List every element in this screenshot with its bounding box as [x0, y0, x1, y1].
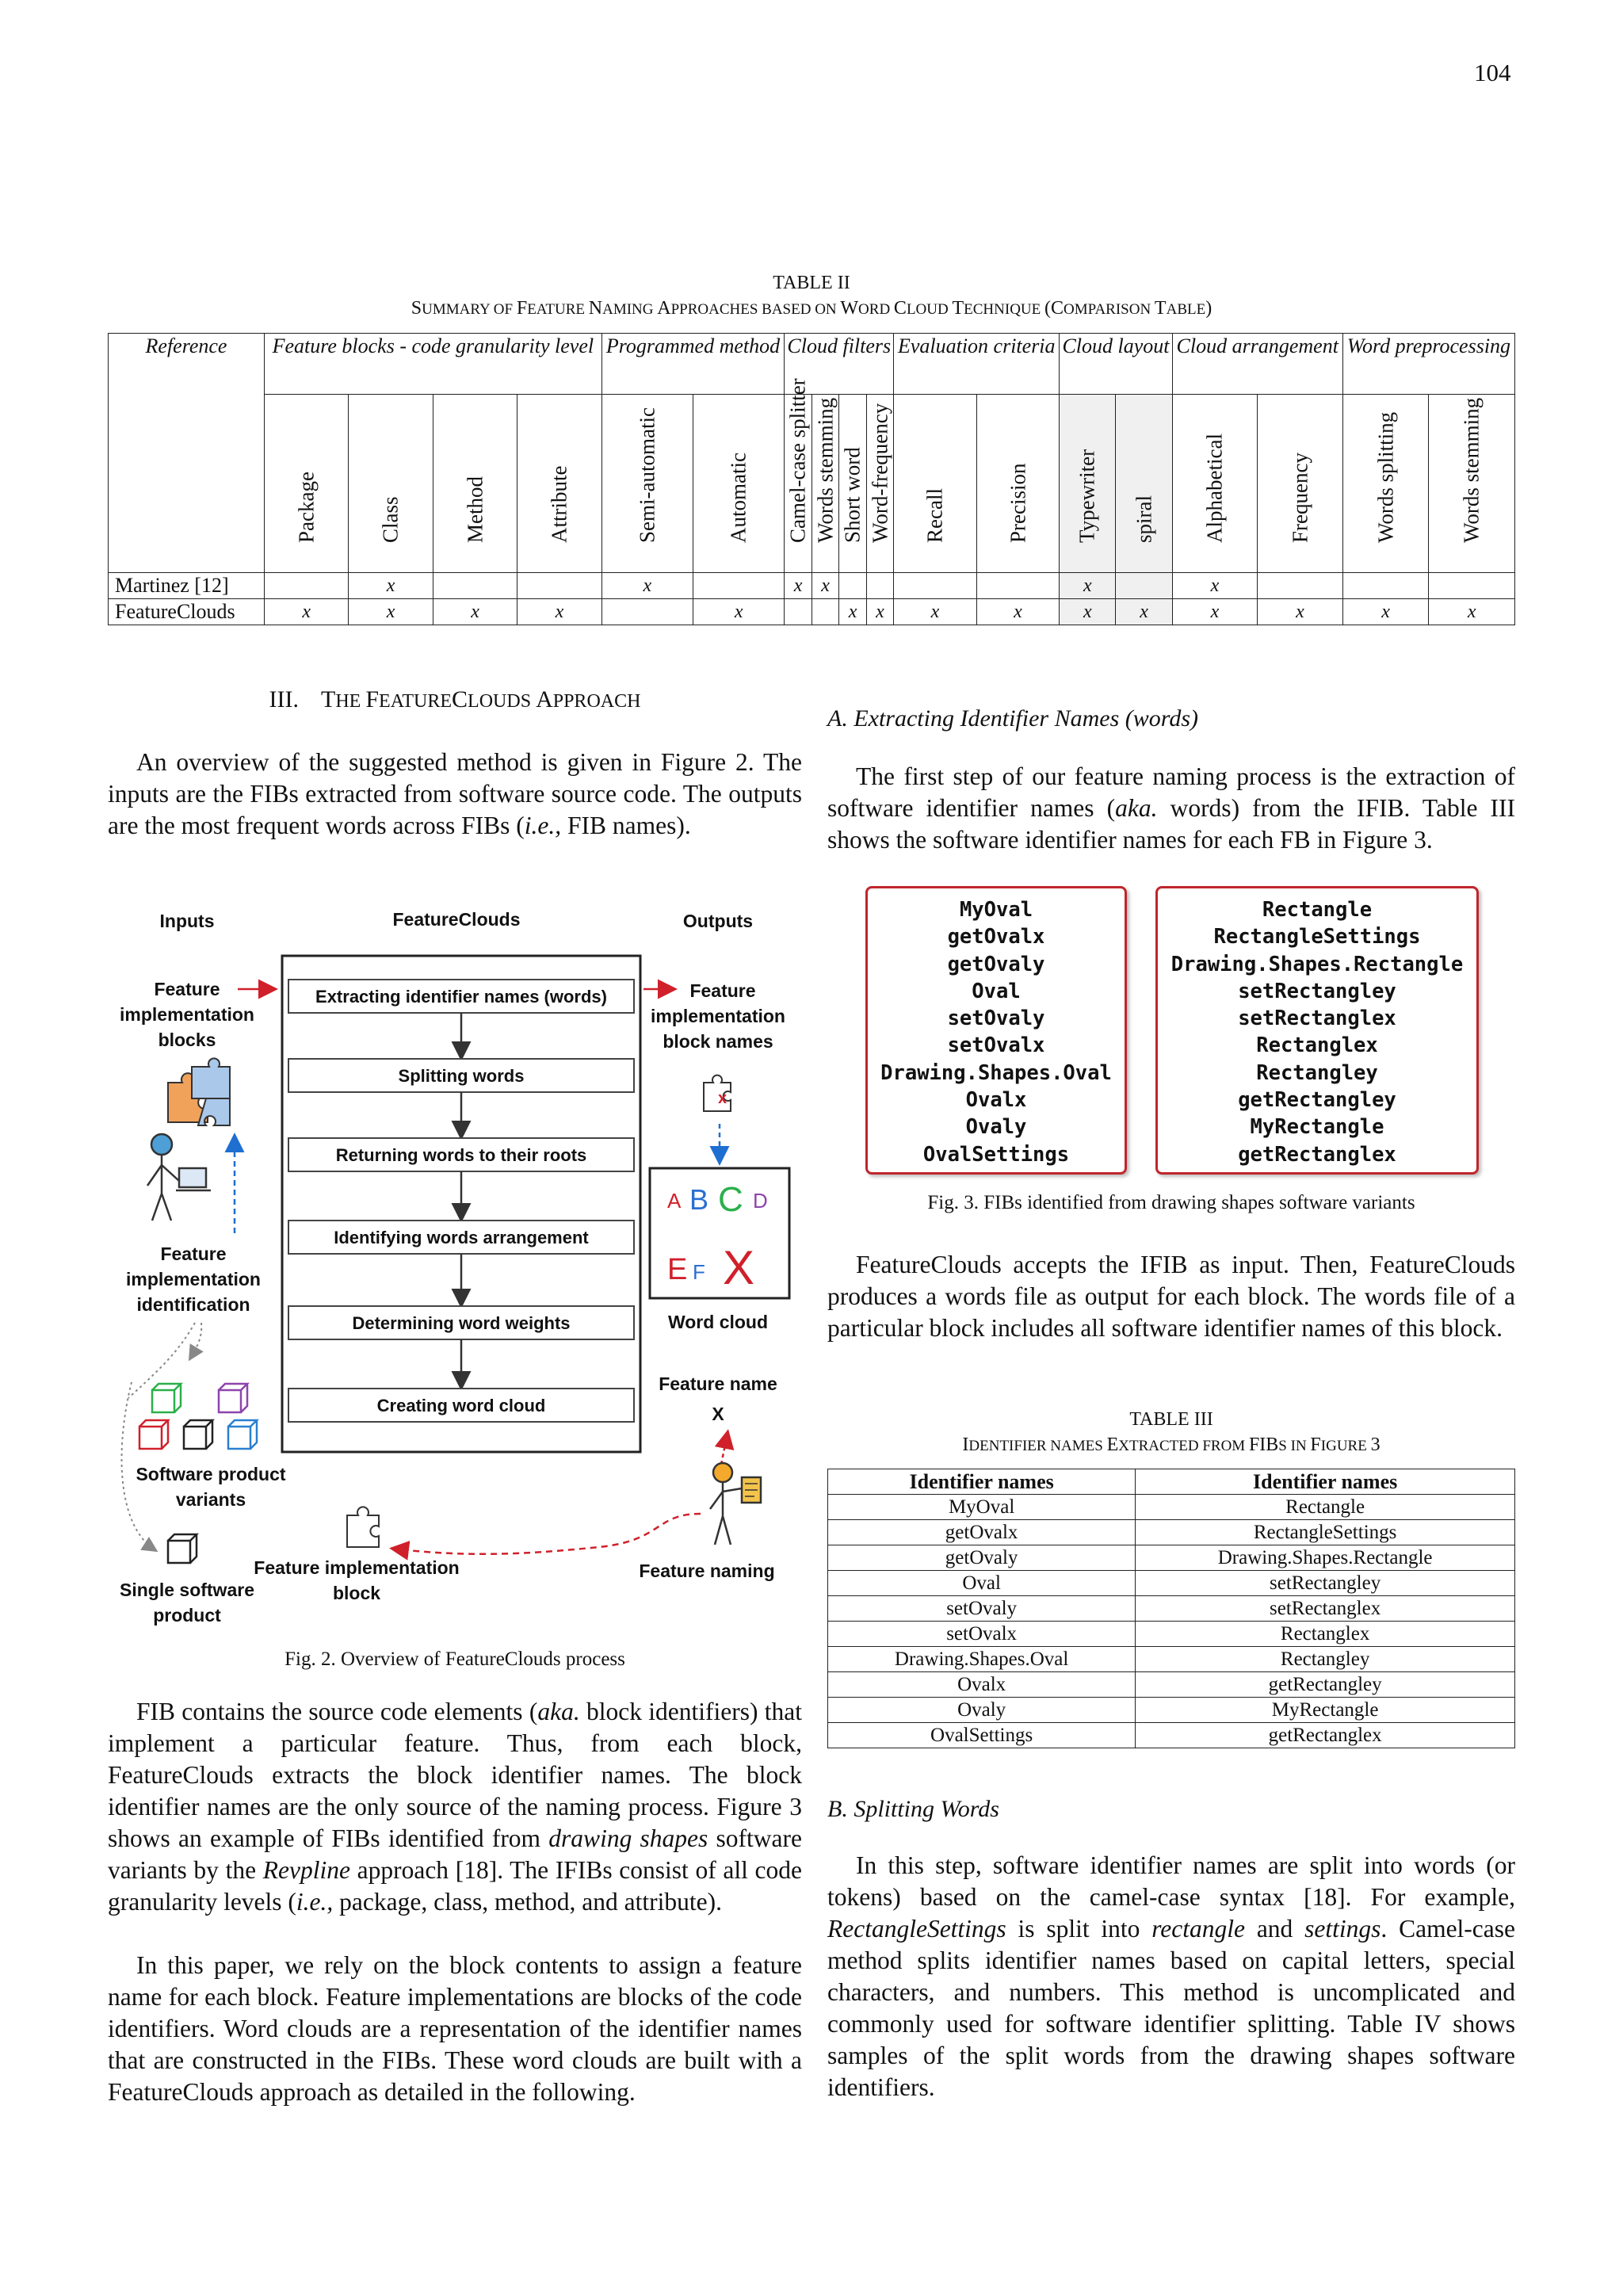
identifier-name: Rectangle [1262, 898, 1373, 922]
pb-a: In this step, software identifier names are split into words (or tokens) based on the camel-case syntax [18]. For example, [827, 1851, 1515, 1911]
identifier-name: Drawing.Shapes.Oval [880, 1060, 1112, 1085]
pa-a: The first step of our feature naming process is the extraction of software identifier names ( [827, 762, 1515, 822]
table3-cell: OvalSettings [828, 1723, 1136, 1748]
identifier-name: getRectangley [1238, 1088, 1396, 1113]
table2-cell: x [1172, 573, 1258, 599]
table2-title [108, 298, 1515, 319]
table-row [828, 1647, 1515, 1672]
identifier-names-table [827, 1469, 1515, 1748]
table2-cell: x [1172, 599, 1258, 625]
cloud-letter-x: X [723, 1241, 755, 1294]
table2-group-header: Cloud arrangement [1172, 334, 1342, 395]
table2-cell: x [812, 573, 838, 599]
table2-row-reference: FeatureClouds [109, 599, 265, 625]
table2-column-label: Short word [840, 447, 865, 543]
cloud-letter-a: A [667, 1189, 682, 1213]
fig2-spv-line1: Software product [136, 1464, 286, 1484]
p1-end: FIB names). [561, 812, 691, 839]
table2-cell [785, 599, 812, 625]
table2-column-header [866, 395, 893, 573]
identifier-name: getRectanglex [1238, 1142, 1396, 1167]
table2-cell [1116, 573, 1172, 599]
fig2-fib-bottom-line2: block [332, 1583, 381, 1603]
heading-fragment: A [536, 686, 553, 712]
table3-header-left: Identifier names [828, 1469, 1136, 1495]
process-step-label: Splitting words [398, 1066, 525, 1086]
table2-column-header [517, 395, 601, 573]
fig2-fib-line3: blocks [158, 1030, 216, 1050]
heading-fragment: EATURE [379, 691, 453, 712]
table-row [828, 1495, 1515, 1520]
smallcaps-fragment: ) [1205, 298, 1212, 319]
table-row [828, 1596, 1515, 1622]
fig2-fib-line2: implementation [120, 1004, 254, 1025]
identifier-name: setOvaly [947, 1007, 1045, 1031]
table2-column-label: Words splitting [1373, 411, 1398, 543]
identifier-name: OvalSettings [922, 1142, 1070, 1167]
table2-cell: x [1060, 573, 1116, 599]
table3-cell: setRectanglex [1136, 1596, 1515, 1622]
table2-cell: x [1116, 599, 1172, 625]
cloud-letter-b: B [689, 1183, 709, 1216]
fig2-out-line2: implementation [651, 1006, 785, 1026]
table3-cell: setOvalx [828, 1622, 1136, 1647]
smallcaps-fragment: C [893, 298, 907, 319]
pa-b: words) from the IFIB. Table III shows the software identifier names for each FB in Figure 3. [827, 794, 1515, 854]
table2-column-label: Camel-case splitter [785, 378, 810, 543]
smallcaps-fragment: I [962, 1435, 969, 1455]
p3-text: In this paper, we rely on the block contents to assign a feature name for each block. Feature implementations are blocks of the code identifiers. Word clouds are a representation of the identifier names that are constructed in the FIBs. These word clouds are built with a FeatureClouds approach as detailed in the following. [108, 1951, 802, 2106]
table3-cell: RectangleSettings [1136, 1520, 1515, 1545]
p2-d: approach [18]. The IFIBs consist of all code granularity levels ( [108, 1856, 802, 1916]
smallcaps-fragment: XTRACTED FROM [1118, 1438, 1249, 1454]
table2-cell: x [894, 599, 977, 625]
section-3-number: III. [269, 686, 300, 712]
table2-column-label: Word-frequency [868, 403, 892, 543]
smallcaps-fragment: N [588, 298, 603, 319]
person-laptop-icon [147, 1134, 211, 1221]
table3-label [827, 1409, 1515, 1431]
identifier-name: MyRectangle [1250, 1115, 1384, 1140]
process-step-label: Returning words to their roots [335, 1145, 587, 1165]
p2-rev: Revpline [262, 1856, 350, 1884]
table2-column-header [976, 395, 1060, 573]
fig2-ssp-line2: product [153, 1605, 221, 1626]
fig2-fii-line3: identification [136, 1294, 250, 1315]
sectionB-paragraph [827, 1850, 1515, 2103]
pb-and: and [1245, 1915, 1305, 1943]
table3-cell: setOvaly [828, 1596, 1136, 1622]
table3-header-right: Identifier names [1136, 1469, 1515, 1495]
p1-text: An overview of the suggested method is given in Figure 2. The inputs are the FIBs extracted from software source code. The outputs are the most frequent words across FIBs ( [108, 748, 802, 839]
cloud-letter-c: C [718, 1180, 743, 1219]
p2-a: FIB contains the source code elements ( [136, 1698, 538, 1725]
table2-column-header [1429, 395, 1515, 573]
table2-group-header: Programmed method [601, 334, 785, 395]
fig2-ssp-line1: Single software [120, 1580, 254, 1600]
table3-cell: Rectanglex [1136, 1622, 1515, 1647]
pb-c: . Camel-case method splits identifier names based on capital letters, special characters, and numbers. This method is uncomplicated and commonly used for software identifier splitting. Table IV shows samples of the split words from the drawing shapes software identifiers. [827, 1915, 1515, 2101]
identifier-name: getOvalx [947, 925, 1045, 949]
table2-cell: x [601, 573, 693, 599]
table-row [828, 1723, 1515, 1748]
table3-cell: getRectanglex [1136, 1723, 1515, 1748]
page-number: 104 [1474, 59, 1511, 86]
table2-cell: x [349, 599, 433, 625]
smallcaps-fragment: T [952, 298, 964, 319]
identifier-name: Ovalx [965, 1088, 1027, 1113]
table2-column-header [433, 395, 517, 573]
smallcaps-fragment: DENTIFIER NAMES [968, 1438, 1107, 1454]
table2-group-header: Cloud filters [785, 334, 894, 395]
table2-column-header [1258, 395, 1343, 573]
table2-column-header [693, 395, 784, 573]
identifier-name: Oval [972, 979, 1021, 1003]
table2-cell [693, 573, 784, 599]
smallcaps-fragment: S IN [1278, 1438, 1311, 1454]
section-heading-3 [108, 686, 802, 713]
smallcaps-fragment: T [1154, 298, 1167, 319]
comparison-table [108, 333, 1515, 625]
table2-cell [433, 573, 517, 599]
table2-column-label: Words stemming [813, 397, 838, 543]
table2-column-header [785, 378, 812, 573]
cloud-letter-f: F [693, 1260, 705, 1284]
person-naming-icon [710, 1463, 761, 1545]
cloud-letter-d: D [753, 1189, 768, 1213]
table2-column-label: Precision [1006, 463, 1029, 543]
table-row [828, 1622, 1515, 1647]
table2-cell: x [1429, 599, 1515, 625]
fig2-inputs-label: Inputs [159, 911, 215, 931]
figure-3-caption: Fig. 3. FIBs identified from drawing shapes software variants [927, 1192, 1415, 1213]
figure-2-caption: Fig. 2. Overview of FeatureClouds process [285, 1648, 625, 1670]
table2-column-label: spiral [1132, 495, 1156, 543]
fig2-feature-naming-label: Feature naming [639, 1561, 775, 1581]
table2-cell [601, 599, 693, 625]
table2-column-label: Words stemming [1459, 397, 1484, 543]
table2-group-header: Cloud layout [1060, 334, 1172, 395]
p2-c: software variants by the [108, 1824, 802, 1884]
section-heading-b: B. Splitting Words [827, 1796, 999, 1822]
sectionA-paragraph [827, 761, 1515, 856]
smallcaps-fragment: ABLE [1166, 301, 1206, 318]
table2-cell [866, 573, 893, 599]
fib-box-rectangle [1155, 886, 1479, 1175]
table2-column-header [894, 395, 977, 573]
table2-cell: x [1342, 599, 1429, 625]
smallcaps-fragment: W [840, 298, 859, 319]
process-step-label: Determining word weights [352, 1313, 571, 1333]
p2-ie: i.e., [296, 1888, 334, 1916]
smallcaps-fragment: F [516, 298, 528, 319]
table-row [828, 1698, 1515, 1723]
table2-column-label: Package [294, 472, 319, 543]
figure-2-svg [108, 891, 802, 1644]
heading-fragment: LOUDS [468, 691, 537, 712]
smallcaps-fragment: PPROACHES BASED ON [670, 301, 841, 318]
table-row [828, 1672, 1515, 1698]
table3-cell: getRectangley [1136, 1672, 1515, 1698]
svg-text:x: x [718, 1090, 727, 1107]
fig2-fib-line1: Feature [154, 979, 220, 999]
table2-cell [1258, 573, 1343, 599]
table3-cell: Ovalx [828, 1672, 1136, 1698]
table2-cell: x [866, 599, 893, 625]
puzzle-piece-bottom-icon [347, 1507, 379, 1547]
table3-title [827, 1435, 1515, 1456]
table2-label-text: TABLE II [773, 273, 850, 293]
table2-column-header [1342, 395, 1429, 573]
fc-text: FeatureClouds accepts the IFIB as input. Then, FeatureClouds produces a words file as output for each block. The words file of a particular block includes all software identifier names of this block. [827, 1251, 1515, 1342]
section3-paragraph-1 [108, 747, 802, 842]
puzzle-piece-small-icon [704, 1075, 731, 1111]
table2-cell: x [1258, 599, 1343, 625]
table2-cell [976, 573, 1060, 599]
table2-cell: x [1060, 599, 1116, 625]
table2-column-label: Alphabetical [1202, 434, 1227, 543]
identifier-name: RectangleSettings [1213, 925, 1421, 949]
fig2-feature-name-label: Feature name [659, 1373, 777, 1394]
smallcaps-fragment: LOUD [906, 301, 953, 318]
table2-reference-header: Reference [109, 334, 265, 573]
p2-b: block identifiers) that implement a particular feature. Thus, from each block, FeatureClouds extracts the block identifier names. The block identifier names are the only source of the naming process. Figure 3 shows an example of FIBs identified from [108, 1698, 802, 1852]
pb-set: settings [1304, 1915, 1381, 1943]
identifier-name: MyOval [959, 898, 1033, 922]
table2-column-label: Frequency [1288, 453, 1312, 543]
table3-cell: Drawing.Shapes.Rectangle [1136, 1545, 1515, 1571]
figure-2-diagram [108, 891, 802, 1644]
smallcaps-fragment: (C [1044, 298, 1064, 319]
fig2-spv-line2: variants [175, 1489, 246, 1510]
smallcaps-fragment: IGURE [1320, 1438, 1371, 1454]
table2-cell [894, 573, 977, 599]
table2-cell: x [839, 599, 866, 625]
fig2-out-line1: Feature [689, 980, 756, 1001]
heading-fragment: C [452, 686, 468, 712]
table2-column-header [601, 395, 693, 573]
fig2-outputs-label: Outputs [682, 911, 754, 931]
heading-fragment: F [365, 686, 380, 712]
smallcaps-fragment: EATURE [527, 301, 589, 318]
p2-ds: drawing shapes [548, 1824, 708, 1852]
smallcaps-fragment: FIB [1248, 1435, 1279, 1455]
table2-column-label: Class [378, 496, 403, 543]
table-row [109, 573, 1515, 599]
identifier-name: setRectangley [1238, 979, 1396, 1003]
fig2-feature-name-x: X [712, 1404, 724, 1424]
table2-column-header [265, 395, 349, 573]
table2-group-header: Feature blocks - code granularity level [265, 334, 602, 395]
table2-label [108, 273, 1515, 294]
table-row [828, 1571, 1515, 1596]
heading-fragment: T [321, 686, 336, 712]
table2-column-header [812, 395, 838, 573]
p2-e: package, class, method, and attribute). [333, 1888, 722, 1916]
table2-column-header [839, 395, 866, 573]
p1-ie: i.e., [524, 812, 562, 839]
section3-paragraph-3 [108, 1950, 802, 2108]
table2-column-header [349, 395, 433, 573]
table2-group-header: Evaluation criteria [894, 334, 1060, 395]
featureclouds-paragraph [827, 1249, 1515, 1344]
smallcaps-fragment: F [1310, 1435, 1321, 1455]
identifier-name: Ovaly [965, 1115, 1027, 1140]
table2-column-header [1172, 395, 1258, 573]
table3-cell: MyOval [828, 1495, 1136, 1520]
process-step-label: Identifying words arrangement [334, 1228, 589, 1247]
table2-row-reference: Martinez [12] [109, 573, 265, 599]
identifier-name: Rectangley [1256, 1060, 1378, 1085]
p2-aka: aka. [537, 1698, 580, 1725]
table-row [828, 1520, 1515, 1545]
table3-cell: Rectangle [1136, 1495, 1515, 1520]
table-row [109, 599, 1515, 625]
table2-column-label: Attribute [547, 465, 571, 543]
identifier-name: getOvaly [947, 952, 1045, 976]
table3-cell: getOvalx [828, 1520, 1136, 1545]
table2-column-header [1116, 395, 1172, 573]
fig2-word-cloud-label: Word cloud [667, 1312, 769, 1332]
table2-cell: x [517, 599, 601, 625]
table2-cell: x [433, 599, 517, 625]
smallcaps-fragment: 3 [1370, 1435, 1381, 1455]
smallcaps-fragment: ORD [858, 301, 894, 318]
table3-cell: Ovaly [828, 1698, 1136, 1723]
smallcaps-fragment: E [1106, 1435, 1119, 1455]
table2-column-label: Automatic [726, 453, 750, 543]
table2-cell [812, 599, 838, 625]
cloud-letter-e: E [667, 1253, 688, 1286]
process-step-label: Creating word cloud [376, 1396, 546, 1415]
table2-column-label: Semi-automatic [635, 407, 659, 543]
table2-cell [265, 573, 349, 599]
table2-cell: x [693, 599, 784, 625]
pb-b: is split into [1006, 1915, 1152, 1943]
table2-cell [517, 573, 601, 599]
table2-cell: x [349, 573, 433, 599]
section-heading-a: A. Extracting Identifier Names (words) [827, 705, 1198, 732]
pb-rs: RectangleSettings [827, 1915, 1006, 1943]
smallcaps-fragment: S [411, 298, 422, 319]
identifier-name: Drawing.Shapes.Rectangle [1170, 952, 1464, 976]
table2-column-header [1060, 395, 1116, 573]
table2-cell: x [976, 599, 1060, 625]
identifier-name: Rectanglex [1256, 1033, 1378, 1058]
table2-cell [839, 573, 866, 599]
table3-cell: setRectangley [1136, 1571, 1515, 1596]
table2-column-label: Method [463, 476, 487, 543]
heading-fragment: PPROACH [552, 691, 641, 712]
identifier-name: setOvalx [947, 1033, 1045, 1058]
fig2-fii-line2: implementation [126, 1269, 261, 1289]
table3-label-text: TABLE III [1129, 1409, 1213, 1430]
process-step-label: Extracting identifier names (words) [315, 987, 607, 1007]
fig2-fii-line1: Feature [160, 1244, 227, 1264]
table2-cell [1342, 573, 1429, 599]
puzzle-pieces-icon [168, 1058, 230, 1125]
smallcaps-fragment: AMING [602, 301, 658, 318]
table3-cell: MyRectangle [1136, 1698, 1515, 1723]
table3-cell: Oval [828, 1571, 1136, 1596]
table2-cell [1429, 573, 1515, 599]
table3-cell: Drawing.Shapes.Oval [828, 1647, 1136, 1672]
pa-aka: aka. [1115, 794, 1158, 822]
identifier-name: setRectanglex [1238, 1007, 1396, 1031]
smallcaps-fragment: ECHNIQUE [964, 301, 1044, 318]
table2-column-label: Recall [922, 488, 947, 543]
table2-cell: x [785, 573, 812, 599]
fig2-center-label: FeatureClouds [392, 909, 521, 930]
section3-paragraph-2 [108, 1696, 802, 1918]
table2-group-header: Word preprocessing [1342, 334, 1514, 395]
table3-cell: getOvaly [828, 1545, 1136, 1571]
smallcaps-fragment: OMPARISON [1064, 301, 1155, 318]
table2-cell: x [265, 599, 349, 625]
fig2-out-line3: block names [663, 1031, 773, 1052]
smallcaps-fragment: A [657, 298, 671, 319]
smallcaps-fragment: UMMARY OF [422, 301, 517, 318]
fig2-fib-bottom-line1: Feature implementation [254, 1557, 460, 1578]
table-row [828, 1545, 1515, 1571]
table3-cell: Rectangley [1136, 1647, 1515, 1672]
pb-rect: rectangle [1151, 1915, 1246, 1943]
table2-column-label: Typewriter [1075, 449, 1099, 543]
fib-box-oval [865, 886, 1127, 1175]
heading-fragment: HE [335, 691, 366, 712]
